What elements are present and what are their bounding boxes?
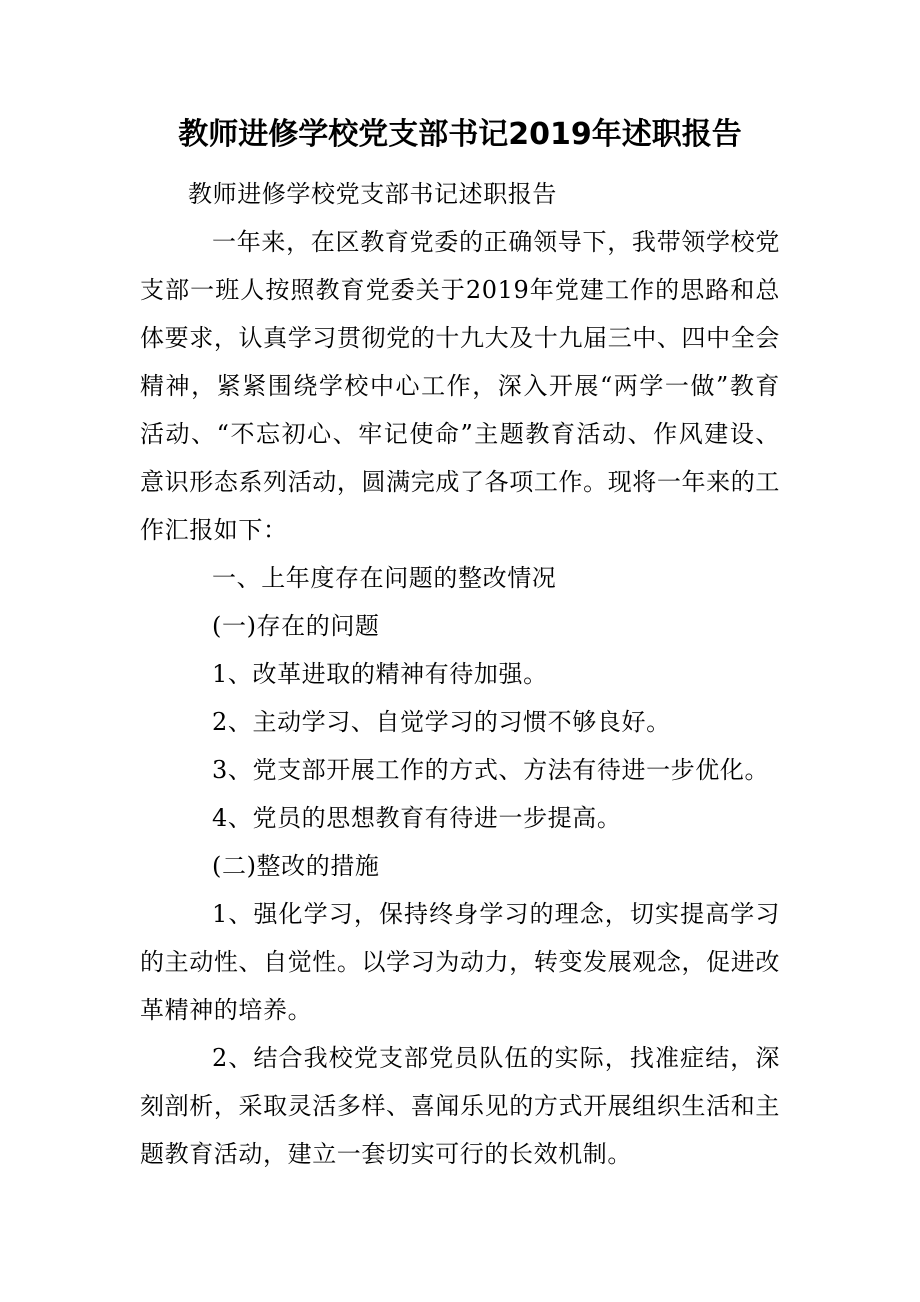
document-subtitle: 教师进修学校党支部书记述职报告 (188, 180, 557, 208)
measure-paragraph-2: 2、结合我校党支部党员队伍的实际，找准症结，深刻剖析，采取灵活多样、喜闻乐见的方式开展组织生活和主题教育活动，建立一套切实可行的长效机制。 (140, 1044, 780, 1168)
intro-paragraph: 一年来，在区教育党委的正确领导下，我带领学校党支部一班人按照教育党委关于2019年党建工作的思路和总体要求，认真学习贯彻党的十九大及十九届三中、四中全会精神，紧紧围绕学校中心工作，深入开展“两学一做”教育活动、“不忘初心、牢记使命”主题教育活动、作风建设、意识形态系列活动，圆满完成了各项工作。现将一年来的工作汇报如下： (140, 228, 780, 544)
section-heading-1: 一、上年度存在问题的整改情况 (212, 564, 557, 592)
problem-item-4: 4、党员的思想教育有待进一步提高。 (212, 804, 622, 832)
problem-item-3: 3、党支部开展工作的方式、方法有待进一步优化。 (212, 756, 770, 784)
problem-item-1: 1、改革进取的精神有待加强。 (212, 660, 548, 688)
subsection-heading-1: (一)存在的问题 (212, 612, 380, 640)
subsection-heading-2: (二)整改的措施 (212, 852, 380, 880)
document-body (140, 170, 780, 1178)
document-title: 教师进修学校党支部书记2019年述职报告 (178, 117, 742, 152)
problem-item-2: 2、主动学习、自觉学习的习惯不够良好。 (212, 708, 671, 736)
measure-paragraph-1: 1、强化学习，保持终身学习的理念，切实提高学习的主动性、自觉性。以学习为动力，转变发展观念，促进改革精神的培养。 (140, 900, 780, 1024)
